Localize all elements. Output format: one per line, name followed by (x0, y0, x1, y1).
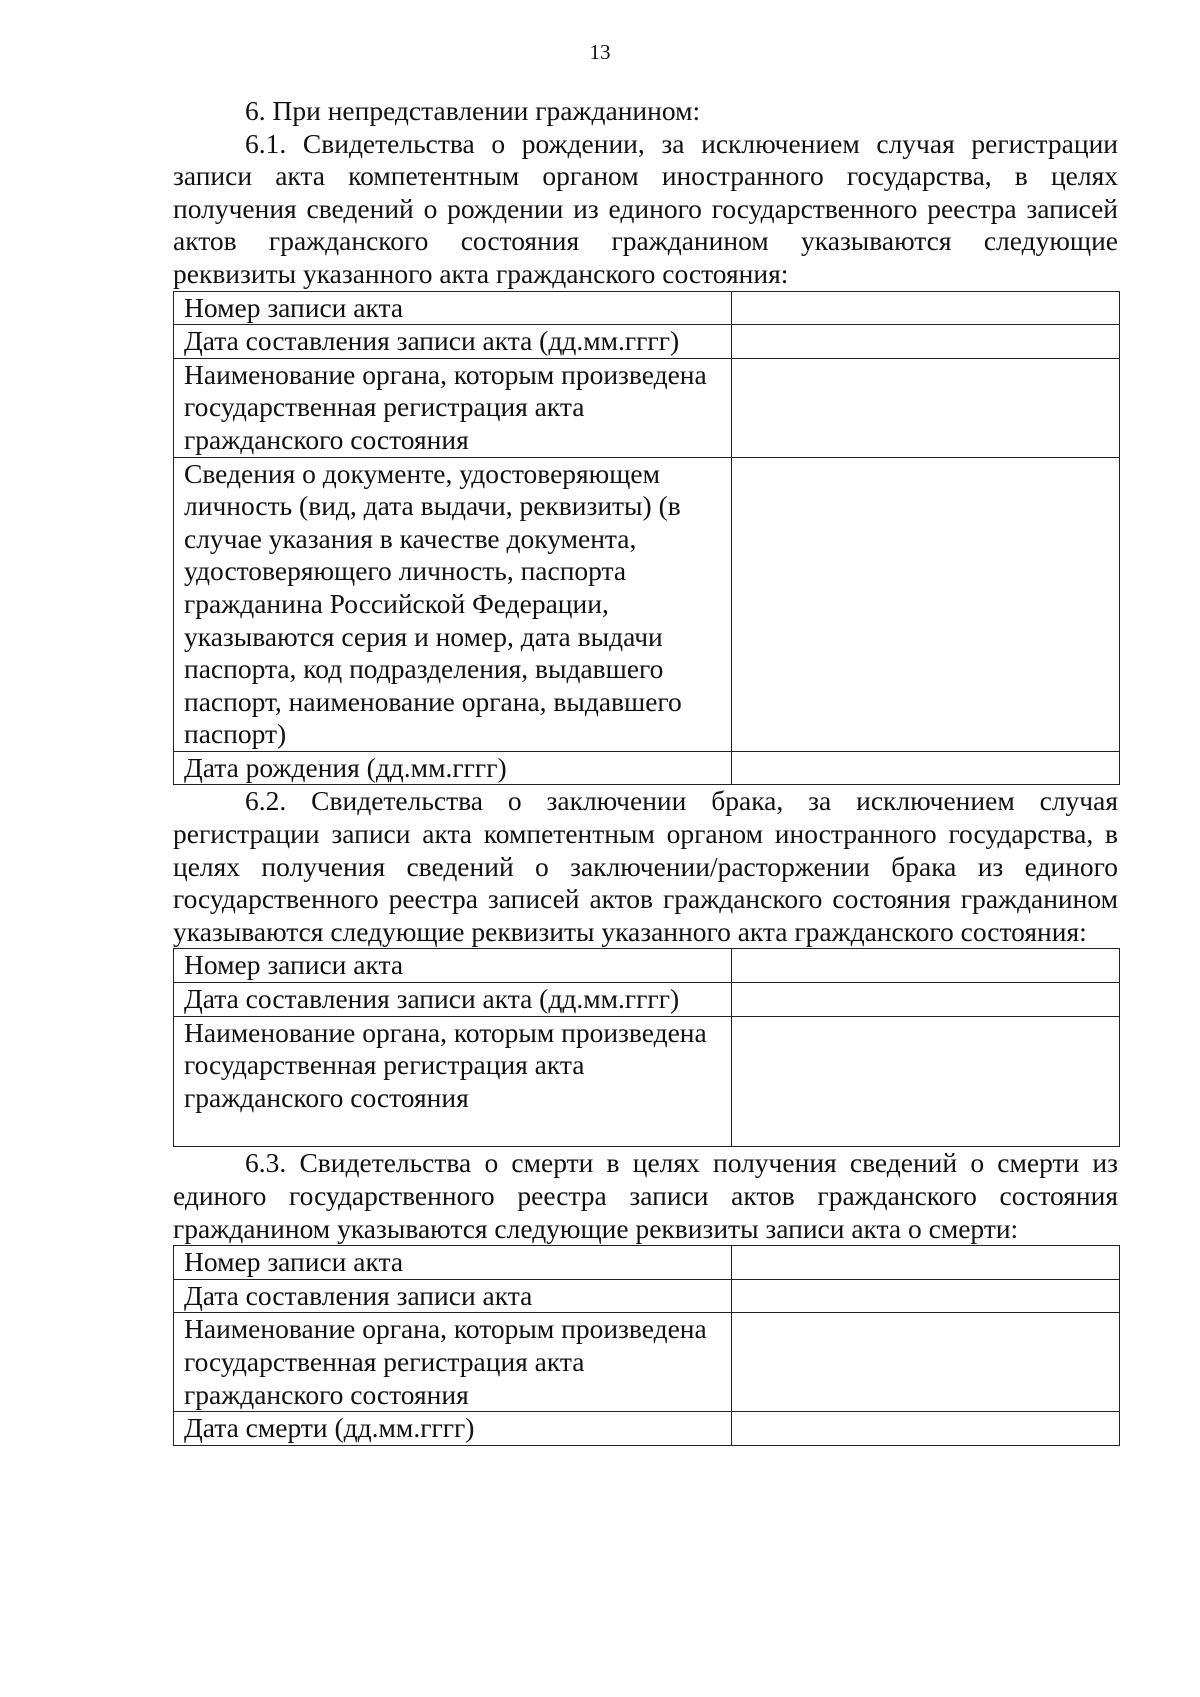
row-value-cell[interactable] (732, 751, 1120, 785)
row-value-cell[interactable] (732, 983, 1120, 1017)
section-6-1-paragraph: 6.1. Свидетельства о рождении, за исключением случая регистрации записи акта компетентным органом иностранного государства, в целях получения сведений о рождении из единого государственного реестра записей актов гражданского состояния гражданином указываются следующие реквизиты указанного акта гражданского состояния: (173, 127, 1118, 289)
table-row (174, 949, 1120, 983)
table-row (174, 1246, 1120, 1280)
document-body (173, 95, 1118, 1446)
table-row (174, 1313, 1120, 1412)
row-label: Наименование органа, которым произведена государственная регистрация акта гражданского состояния (174, 358, 732, 457)
row-label: Дата составления записи акта (дд.мм.гггг) (174, 983, 732, 1017)
marriage-certificate-requisites-table (173, 948, 1120, 1147)
row-label: Дата составления записи акта (дд.мм.гггг) (174, 325, 732, 359)
row-value-cell[interactable] (732, 291, 1120, 325)
row-label: Дата составления записи акта (174, 1279, 732, 1313)
section-6-2-paragraph: 6.2. Свидетельства о заключении брака, за исключением случая регистрации записи акта компетентным органом иностранного государства, в целях получения сведений о заключении/расторжении брака из единого государственного реестра записей актов гражданского состояния гражданином указываются следующие реквизиты указанного акта гражданского состояния: (173, 785, 1118, 947)
table-row (174, 358, 1120, 457)
table-row (174, 1279, 1120, 1313)
row-label: Сведения о документе, удостоверяющем личность (вид, дата выдачи, реквизиты) (в случае указания в качестве документа, удостоверяющего личность, паспорта гражданина Российской Федерации, указываются серия и номер, дата выдачи паспорта, код подразделения, выдавшего паспорт, наименование органа, выдавшего паспорт) (174, 457, 732, 751)
row-value-cell[interactable] (732, 1412, 1120, 1446)
table-row (174, 325, 1120, 359)
row-label: Номер записи акта (174, 1246, 732, 1280)
row-label: Дата рождения (дд.мм.гггг) (174, 751, 732, 785)
row-value-cell[interactable] (732, 1279, 1120, 1313)
row-value-cell[interactable] (732, 1313, 1120, 1412)
section-6-heading: 6. При непредставлении гражданином: (245, 95, 701, 126)
row-label: Дата смерти (дд.мм.гггг) (174, 1412, 732, 1446)
row-value-cell[interactable] (732, 949, 1120, 983)
table-row (174, 751, 1120, 785)
row-label: Номер записи акта (174, 949, 732, 983)
death-certificate-requisites-table (173, 1245, 1120, 1446)
row-label: Наименование органа, которым произведена государственная регистрация акта гражданского состояния (174, 1016, 732, 1147)
row-value-cell[interactable] (732, 358, 1120, 457)
table-row (174, 457, 1120, 751)
table-row (174, 1016, 1120, 1147)
table-row (174, 1412, 1120, 1446)
row-value-cell[interactable] (732, 1016, 1120, 1147)
table-row (174, 291, 1120, 325)
page-number: 13 (589, 40, 611, 64)
row-label: Номер записи акта (174, 291, 732, 325)
birth-certificate-requisites-table (173, 291, 1120, 786)
section-6-3-paragraph: 6.3. Свидетельства о смерти в целях получения сведений о смерти из единого государственного реестра записи актов гражданского состояния гражданином указываются следующие реквизиты записи акта о смерти: (173, 1147, 1118, 1244)
row-value-cell[interactable] (732, 325, 1120, 359)
row-value-cell[interactable] (732, 457, 1120, 751)
table-row (174, 983, 1120, 1017)
row-value-cell[interactable] (732, 1246, 1120, 1280)
row-label: Наименование органа, которым произведена государственная регистрация акта гражданского состояния (174, 1313, 732, 1412)
